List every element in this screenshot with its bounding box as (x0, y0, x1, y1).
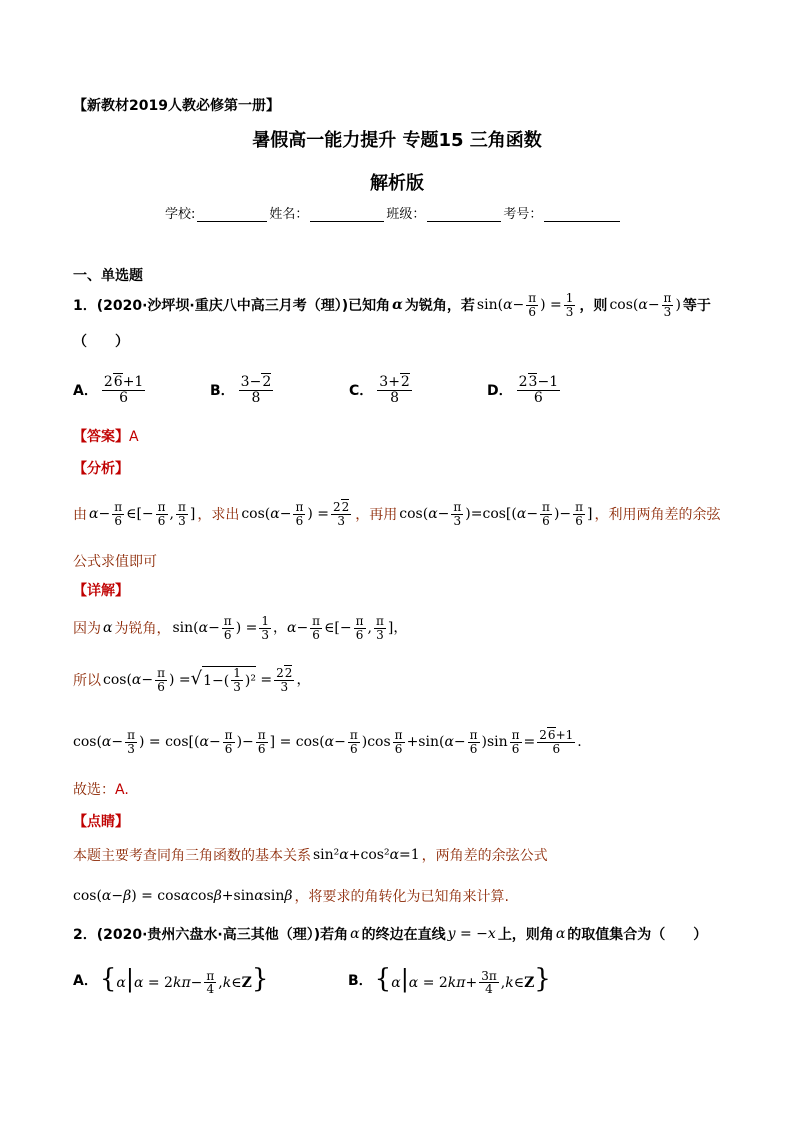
page-subtitle: 解析版 (370, 173, 424, 194)
answer-label: 【答案】 (73, 429, 129, 445)
analysis-text-4: ，利用两角差的余弦 (594, 507, 721, 523)
q2-option-b[interactable] (348, 956, 551, 1004)
q1-end: 等于 (682, 298, 711, 314)
detail-line-2 (73, 656, 310, 704)
alpha-symbol: α (392, 297, 403, 313)
option-c-label: C． (349, 383, 374, 399)
question-2 (73, 924, 707, 944)
q1-condition: sin(α− $\frac{\pi}{6}$ ) = $\frac{1}{3}$ (476, 290, 574, 319)
option-c[interactable] (349, 366, 414, 414)
page-title: 暑假高一能力提升 专题15 三角函数 (252, 130, 542, 151)
detail-text-1: 因为 (73, 621, 101, 637)
analysis-label: 【分析】 (73, 461, 129, 477)
answer-value: A (129, 429, 139, 445)
name-label: 姓名： (269, 207, 309, 222)
section-title: 一、单选题 (73, 268, 143, 284)
option-b-value: $\frac{3-2}{8}$ (240, 373, 272, 406)
q2-option-b-label: B． (348, 973, 373, 989)
alpha-symbol: α (555, 926, 566, 942)
option-d-label: D． (487, 383, 513, 399)
q2-text-3: 的取值集合为（ ） (567, 927, 708, 943)
q2-text: 的终边在直线 (361, 927, 446, 943)
name-blank[interactable] (310, 209, 384, 222)
choice-value: A. (115, 782, 129, 798)
q2-option-a-value: {α|α = 2kπ− $\frac{\pi}{4}$ ,k∈Z} (99, 963, 269, 997)
note-text-1: 本题主要考查同角三角函数的基本关系 (73, 848, 311, 864)
note-text-2: ，两角差的余弦公式 (421, 848, 548, 864)
option-b-label: B． (210, 383, 235, 399)
note-line-1 (73, 845, 548, 865)
q2-text-2: 上，则角 (497, 927, 554, 943)
question-1 (73, 283, 711, 327)
answer-line (73, 426, 139, 446)
analysis-expr-3: cos(α− $\frac{\pi}{3}$ )=cos[(α− $\frac{\pi}{6}$ )− $\frac{\pi}{6}$ ] (399, 499, 593, 528)
q1-text: 为锐角，若 (404, 298, 475, 314)
alpha-symbol: α (350, 926, 360, 942)
choice-label: 故选： (73, 782, 115, 798)
option-b[interactable] (210, 366, 275, 414)
note-label: 【点睛】 (73, 814, 129, 830)
q1-prefix: 1．(2020·沙坪坝·重庆八中高三月考（理）)已知角 (73, 298, 391, 314)
analysis-text-2: ，求出 (197, 507, 240, 523)
q1-paren: （ ） (73, 334, 129, 350)
note-text-3: ，将要求的角转化为已知角来计算. (294, 889, 509, 905)
number-blank[interactable] (544, 209, 620, 222)
option-a[interactable] (73, 366, 147, 414)
q2-line-eq: y = −x (447, 926, 496, 942)
note-expr-2: cos(α−β) = cosαcosβ+sinαsinβ (73, 888, 293, 904)
q2-option-a[interactable] (73, 956, 268, 1004)
analysis-line-1 (73, 492, 721, 536)
q1-text-2: ，则 (579, 298, 608, 314)
analysis-text-3: ，再用 (355, 507, 398, 523)
choice-line (73, 779, 129, 799)
option-c-value: $\frac{3+2}{8}$ (379, 373, 410, 406)
q2-prefix: 2．(2020·贵州六盘水·高三其他（理）)若角 (73, 927, 349, 943)
note-line-2 (73, 886, 509, 906)
note-expr-1: sin²α+cos²α=1 (313, 847, 420, 863)
detail-expr-3: cos(α− $\frac{\pi}{3}$ ) = cos[(α− $\frac{\pi}{6}$ )− $\frac{\pi}{6}$ ] = cos(α− $\frac{\pi}{6}$ )cos $\frac{\pi}{6}$ +sin(α− $\frac{\pi}{6}$ )sin $\frac{\pi}{6}$ = $\frac{26+1}{6}$ . (73, 727, 582, 756)
class-blank[interactable] (427, 209, 501, 222)
analysis-expr-2: cos(α− $\frac{\pi}{6}$ ) = $\frac{22}{3}$ (241, 499, 350, 528)
option-d[interactable] (487, 366, 562, 414)
detail-label: 【详解】 (73, 583, 129, 599)
option-a-label: A． (73, 383, 98, 399)
class-label: 班级： (386, 207, 426, 222)
book-tag: 【新教材2019人教必修第一册】 (73, 98, 280, 114)
detail-line-1 (73, 606, 407, 650)
school-blank[interactable] (197, 209, 267, 222)
detail-expr-2: cos(α− $\frac{\pi}{6}$ ) =√1−( $\frac{1}{3}$ )² = $\frac{22}{3}$ ， (103, 666, 311, 694)
detail-text-3: 所以 (73, 673, 101, 689)
number-label: 考号： (503, 207, 543, 222)
info-fields (165, 203, 622, 222)
detail-line-3 (73, 720, 582, 764)
school-label: 学校: (165, 207, 196, 222)
alpha-symbol: α (103, 620, 113, 636)
q2-option-a-label: A． (73, 973, 98, 989)
analysis-text-1: 由 (73, 507, 87, 523)
analysis-expr-1: α− $\frac{\pi}{6}$ ∈[− $\frac{\pi}{6}$ , $\frac{\pi}{3}$ ] (89, 499, 196, 528)
option-d-value: $\frac{23-1}{6}$ (518, 373, 559, 406)
analysis-line-2: 公式求值即可 (73, 554, 157, 570)
detail-expr-1: sin(α− $\frac{\pi}{6}$ ) = $\frac{1}{3}$ ，α− $\frac{\pi}{6}$ ∈[− $\frac{\pi}{6}$ , $\frac{\pi}{3}$ ]， (172, 613, 408, 642)
q2-option-b-value: {α|α = 2kπ+ $\frac{3\pi}{4}$ ,k∈Z} (374, 963, 551, 997)
option-a-value: $\frac{26+1}{6}$ (103, 373, 144, 406)
detail-text-2: 为锐角， (114, 621, 171, 637)
q1-target: cos(α− $\frac{\pi}{3}$ ) (609, 290, 681, 319)
